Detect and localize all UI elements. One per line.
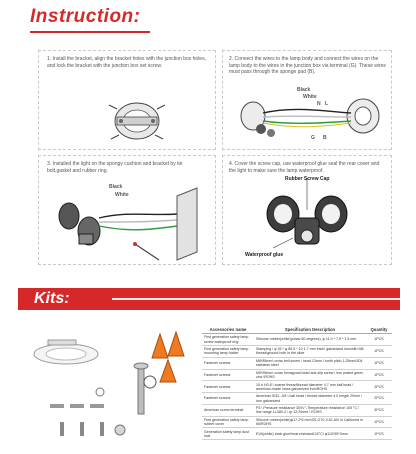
waterproof-glue-label: Waterproof glue (245, 252, 284, 258)
wiring-illustration (223, 51, 393, 151)
row-spec: Silicone rubber(white)(shaw 60 degrees), φ 11.0 * 7.5 * 1.5 mm (254, 334, 366, 346)
row-qty: 1PCS (366, 428, 392, 440)
kit-parts-illustration (20, 322, 200, 442)
kits-title: Kits: (34, 290, 70, 307)
row-name: Fastener screws (202, 369, 254, 381)
step-3-panel (38, 155, 216, 265)
mounting-illustration (39, 156, 217, 266)
step-1-panel (38, 50, 216, 150)
table-row (202, 404, 392, 416)
row-qty: 2PCS (366, 393, 392, 405)
header-specification: Specification Description (254, 326, 366, 334)
rubber-screw-cap-label: Rubber Screw Cap (285, 176, 330, 182)
row-spec: 10 # H0.8 \ coarse thread\thread diameter 4.7 mm ball head \ american-made cross galvanized iron\ROHS (254, 381, 366, 393)
row-qty: 1PCS (366, 369, 392, 381)
header-quantity: Quantity (366, 326, 392, 334)
table-row (202, 357, 392, 369)
kits-table-header (202, 326, 392, 334)
kits-banner-strip (112, 298, 402, 300)
row-name: First generation safety lamp mounting lamp holder (202, 345, 254, 357)
row-spec: M5*95mm\ cross hexagonal head anti-slip screw \ iron plated green zinc \ROHS (254, 369, 366, 381)
row-spec: American 5/32--3/4 \ ball head \ thread diameter 4.0 length 20mm \ iron galvanized (254, 393, 366, 405)
table-row (202, 428, 392, 440)
instruction-title: Instruction: (30, 6, 141, 27)
table-row (202, 334, 392, 346)
row-name: First generation safety lamp screw waterproof ring (202, 334, 254, 346)
table-row (202, 416, 392, 428)
terminal-label-b: B (323, 135, 327, 141)
step-2-panel (222, 50, 392, 150)
row-spec: Stamping \ φ 35 * φ 85.5 * 10 1.7 mm thick\ galvanized iron\with M8 thread\ground hole in the slide (254, 345, 366, 357)
row-name: Fastener screws (202, 357, 254, 369)
table-row (202, 381, 392, 393)
row-spec: M8*85mm\ cross bell screw \ head 13mm \ tooth pitch 1.25mm\304 stainless steel (254, 357, 366, 369)
step-2-text: 2. Connect the wires to the lamp body and connect the wires on the lamp body to the wires in the junction box via terminal (G). These wires must pass through the sponge pad (B). (229, 56, 386, 75)
row-name: American screw terminal (202, 404, 254, 416)
table-row (202, 369, 392, 381)
row-qty: 1PCS (366, 334, 392, 346)
step-4-text: 4. Cover the screw cap, use waterproof glue seal the rear cover and the light to make sure the lamp waterproof. (229, 161, 380, 174)
row-name: First generation safety lamp rubber cover (202, 416, 254, 428)
step-3-text: 3. Installed the light on the spongy cushion and bracket by tie bolt,gasket and rubber ring. (47, 161, 183, 174)
row-spec: Silicone rubber(white)φ17.2*6 mm\SS-G70-XJG-A0\ in California in 65\ROHS (254, 416, 366, 428)
step-4-panel (222, 155, 392, 265)
row-name: Generation safety lamp dust mat (202, 428, 254, 440)
terminal-label-g: G (311, 135, 315, 141)
wire-label-black: Black (297, 87, 311, 93)
title-underline (30, 31, 150, 33)
kits-banner (18, 288, 400, 310)
row-qty: 1PCS (366, 357, 392, 369)
junction-box-illustration (39, 51, 217, 151)
row-spec: P3 \ Pressure resistance 300V \ Temperature resistance 105 °C \ line range LL3AV-2 \ tp 12;20mm \ ROHS (254, 404, 366, 416)
terminal-label-l: L (325, 101, 329, 107)
row-qty: 3PCS (366, 404, 392, 416)
wire-label-white: White (303, 94, 317, 100)
row-qty: 2PCS (366, 381, 392, 393)
row-qty: 1PCS (366, 416, 392, 428)
row-name: Fastener screws (202, 393, 254, 405)
table-row (202, 393, 392, 405)
table-row (202, 345, 392, 357)
terminal-label-n: N (317, 101, 321, 107)
header-accessories-name: Accessories name (202, 326, 254, 334)
wire-label-white-3: White (115, 192, 129, 198)
floodlight-illustration (223, 156, 393, 266)
kits-table (202, 326, 392, 440)
row-spec: EVA(white) back glue\heat-resistant120°C\ φ110*55*3mm (254, 428, 366, 440)
step-1-text: 1. Install the bracket, align the bracket holes with the junction box holes, and lock the bracket with the junction box set screw. (47, 56, 206, 69)
row-name: Fastener screws (202, 381, 254, 393)
wire-label-black-3: Black (109, 184, 123, 190)
row-qty: 1PCS (366, 345, 392, 357)
